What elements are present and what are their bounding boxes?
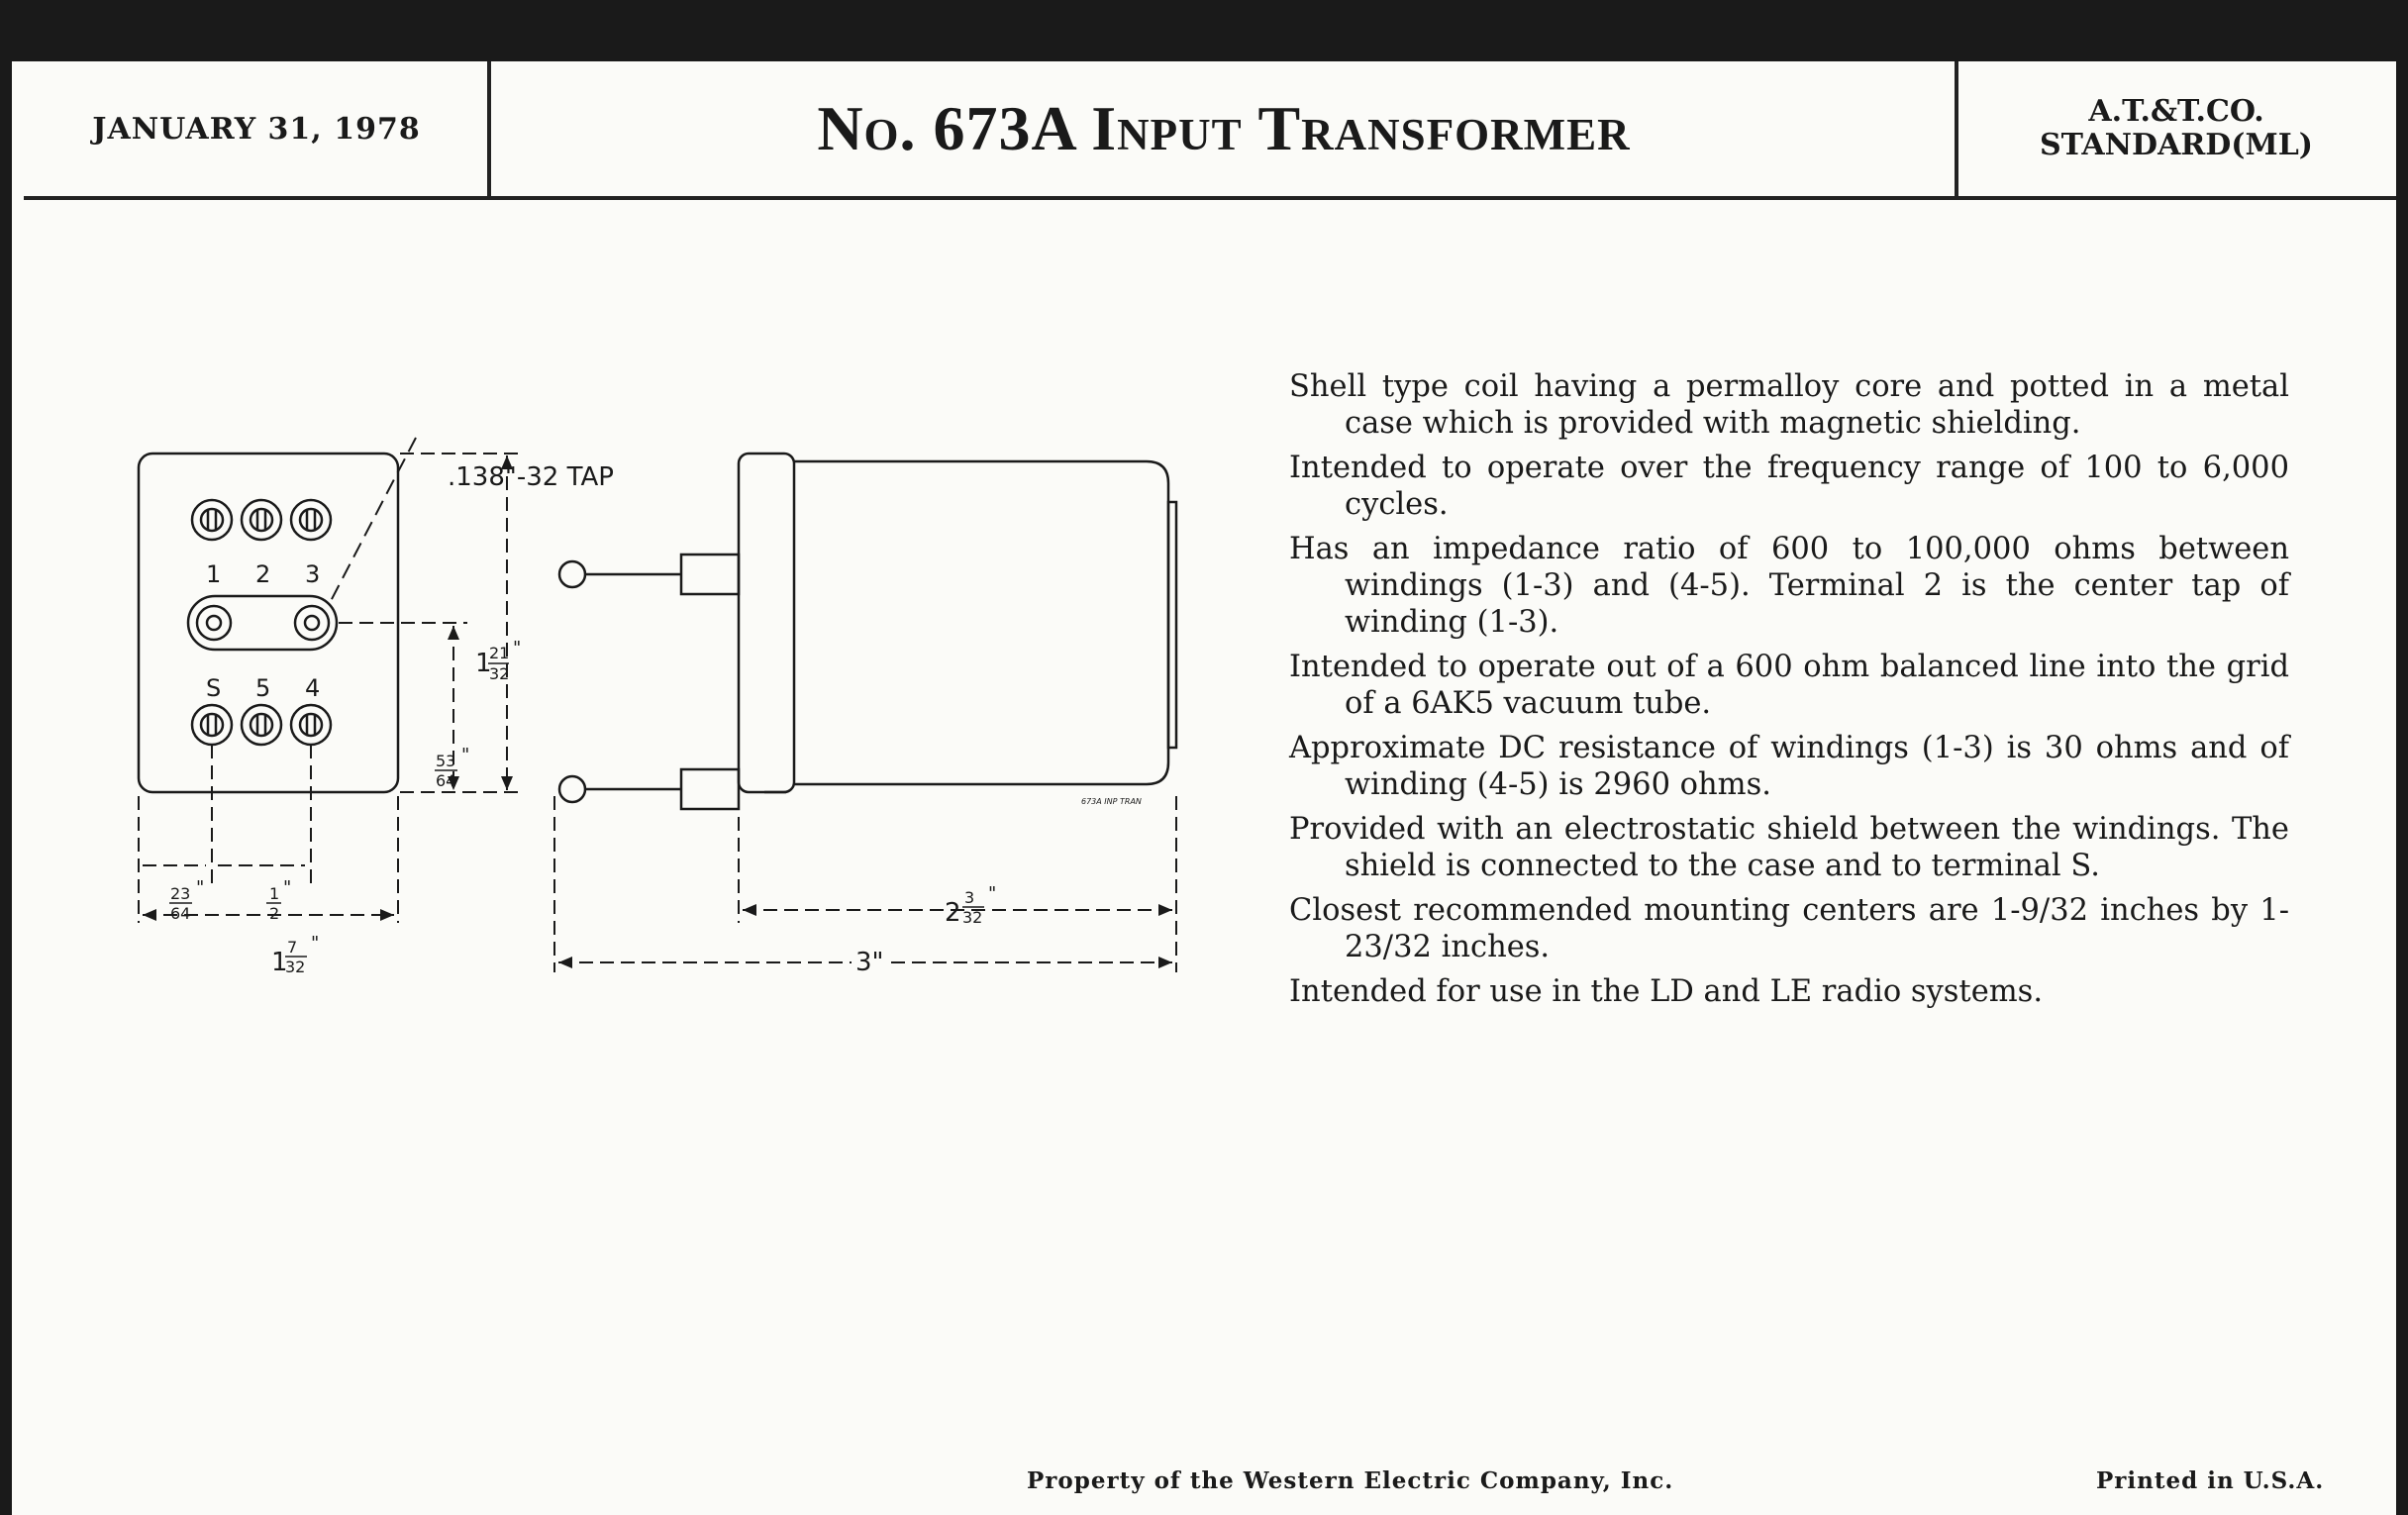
standard-line-2: STANDARD(ML) [2040, 128, 2313, 162]
issue-date: JANUARY 31, 1978 [92, 111, 421, 147]
dim-center-num: 53 [436, 752, 456, 770]
spec-paragraph: Approximate DC resistance of windings (1-3) is 30 ohms and of winding (4-5) is 2960 ohms. [1289, 731, 2289, 802]
case-marking: 673A INP TRAN [1081, 797, 1142, 806]
dim-body-inch: " [988, 883, 997, 904]
specification-text [1289, 368, 2289, 1018]
dim-body-num: 3 [964, 888, 975, 907]
dim-spacing-num: 1 [269, 884, 280, 903]
spec-paragraph: Intended to operate over the frequency range of 100 to 6,000 cycles. [1289, 451, 2289, 522]
dim-center-den: 64 [436, 771, 456, 790]
dim-width-num: 7 [287, 938, 298, 957]
property-notice: Property of the Western Electric Company, Inc. [1027, 1467, 1674, 1494]
standard-label [1958, 61, 2394, 196]
dim-overall: 3" [855, 948, 884, 977]
dim-width-inch: " [311, 933, 320, 954]
dim-width-whole: 1 [271, 948, 288, 977]
terminal-label-3: 3 [305, 560, 321, 588]
dim-height-inch: " [513, 638, 522, 658]
terminal-label-1: 1 [206, 560, 222, 588]
mounting-strap [188, 596, 337, 650]
dim-center-inch: " [461, 745, 470, 765]
dim-body-den: 32 [962, 908, 983, 927]
document-title: No. 673A Input Transformer [817, 93, 1631, 163]
mounting-hole [197, 606, 231, 640]
mounting-hole [295, 606, 329, 640]
standard-line-1: A.T.&T.CO. [2088, 94, 2264, 129]
top-terminals [192, 500, 331, 540]
spec-paragraph: Closest recommended mounting centers are 1-9/32 inches by 1-23/32 inches. [1289, 893, 2289, 964]
bottom-terminals [192, 705, 331, 745]
side-view [559, 454, 1176, 809]
document-sheet [12, 61, 2396, 1515]
dim-body-whole: 2 [945, 898, 961, 928]
terminal-face-outline [139, 454, 398, 792]
terminal-label-s: S [206, 674, 222, 702]
dim-height-den: 32 [489, 664, 510, 683]
tap-label: .138"-32 TAP [448, 462, 614, 492]
side-dimension-lines [554, 796, 1176, 972]
dim-left-num: 23 [170, 884, 191, 903]
terminal-label-5: 5 [255, 674, 271, 702]
dim-height-num: 21 [489, 644, 510, 662]
dim-left-den: 64 [170, 904, 191, 923]
transformer-drawing [12, 61, 1250, 977]
dim-width-den: 32 [285, 958, 306, 976]
printed-notice: Printed in U.S.A. [2096, 1467, 2325, 1494]
dim-height-whole: 1 [475, 649, 492, 678]
front-dimension-lines [139, 454, 522, 923]
terminal-label-4: 4 [305, 674, 321, 702]
dim-left-inch: " [196, 877, 205, 898]
spec-paragraph: Provided with an electrostatic shield between the windings. The shield is connected to the case and to terminal S. [1289, 812, 2289, 883]
spec-paragraph: Intended to operate out of a 600 ohm balanced line into the grid of a 6AK5 vacuum tube. [1289, 650, 2289, 721]
dim-spacing-den: 2 [269, 904, 280, 923]
tap-leader [331, 438, 416, 601]
dim-spacing-inch: " [283, 877, 292, 898]
terminal-label-2: 2 [255, 560, 271, 588]
spec-paragraph: Shell type coil having a permalloy core and potted in a metal case which is provided with magnetic shielding. [1289, 369, 2289, 441]
spec-paragraph: Intended for use in the LD and LE radio systems. [1289, 974, 2044, 1009]
spec-paragraph: Has an impedance ratio of 600 to 100,000 ohms between windings (1-3) and (4-5). Terminal 2 is the center tap of winding (1-3). [1289, 532, 2289, 640]
